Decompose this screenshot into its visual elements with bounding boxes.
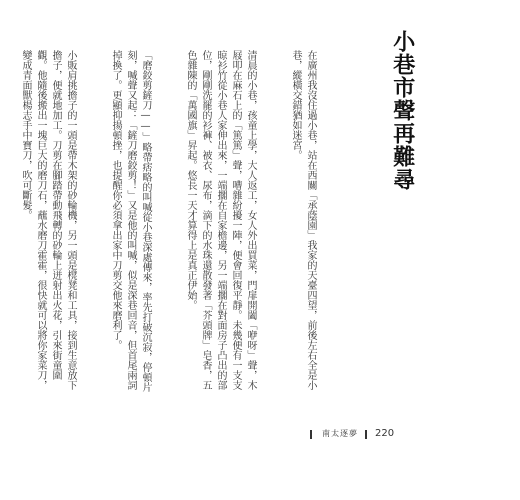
footer-divider — [365, 430, 367, 439]
paragraph: 清晨的小巷，孩童上學，大人返工，女人外出買菜，門扉開闔「咿呀」聲，木屐叩在麻石上的「篤篤」聲，嘈雜紛擾一陣，便會回復平靜。未幾便有一支支晾衫竹從小巷人家伸出來，一端擱在自家檐邊，另一端擱在對面房子凸出的部位，剛剛洗罷的衫褲、被衣、尿布，滴下的水珠還散發著「芥頭牌」皂香，五色雜陳的「萬國旗」昇起。悠長一天才算得上是真正伊始。 — [185, 50, 256, 390]
paragraph: 在廣州我沒住過小巷，站在西關「承蔭園」我家的天臺四望，前後左右全是小巷，縱橫交錯猶如迷宮。 — [290, 50, 316, 390]
chapter-title: 小巷市聲再難尋 — [389, 30, 415, 191]
page-footer — [310, 428, 430, 442]
paragraph: 「磨鉸剪鏟刀——」略帶痞略的叫喊從小巷深處傳來，率先打破沉寂，停頓片刻，喊聲又起：「鏟刀磨鉸剪！」又是他的叫喊，似是深巷回音，但首尾兩詞掉換了。更顯抑揚頓挫，也提醒你必須拿出家中刀剪交他來磨利了。 — [110, 50, 151, 392]
page-number: 220 — [375, 428, 395, 439]
footer-divider — [310, 430, 312, 439]
running-head: 南太逐夢 — [322, 429, 358, 438]
paragraph: 小販肩挑擔子的一頭是帶木架的砂輪機，另一頭是櫈凳和工具，接到生意放下擔子，便就地加工。刀剪在腳踏帶動飛轉的砂輪上迸射出火花，引來街童圍觀。他隨後搬出一塊巨大的磨刀石，蘸水磨刀霍霍，很快就可以將你家菜刀，變成青面獸楊志手中寶刀，吹可斷髮。 — [20, 50, 76, 390]
body-text — [20, 50, 348, 398]
